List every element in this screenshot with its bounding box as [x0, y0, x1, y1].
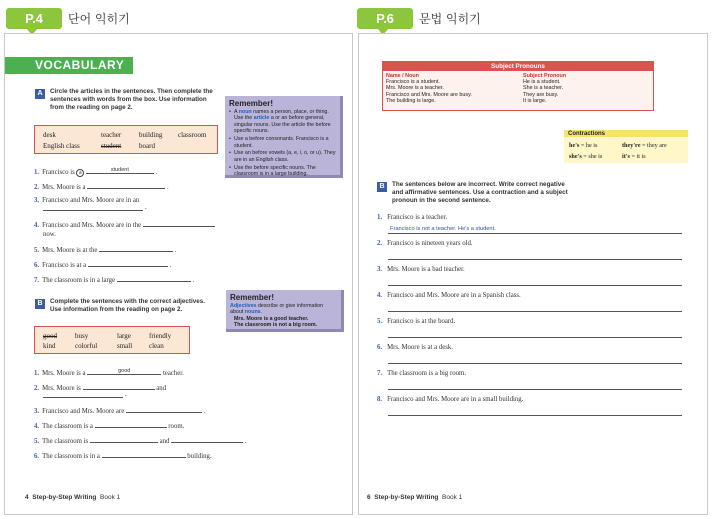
answer-blank[interactable]	[126, 406, 202, 413]
answer-blank[interactable]	[90, 436, 158, 443]
answer-blank[interactable]: good	[87, 368, 161, 375]
answer-blank[interactable]	[143, 220, 215, 227]
answer-line[interactable]	[388, 285, 682, 286]
subject-pronouns-box	[382, 61, 654, 111]
page-badge: P.4	[6, 8, 62, 29]
contraction: they're = they are	[622, 142, 667, 149]
section-badge-b: B	[35, 299, 45, 309]
pronouns-col-nouns: Name / Noun Francisco is a student. Mrs. Moore is a teacher. Francisco and Mrs. Moore are busy. The building is large.	[386, 73, 472, 104]
answer-line[interactable]	[388, 311, 682, 312]
remember-item: • A noun names a person, place, or thing. Use the article a or an before general, singular nouns. Use the article the before specific nouns.	[229, 109, 336, 135]
question-5: 5. Francisco is at the board.	[377, 318, 456, 325]
remember-item: • Use a before consonants. Francisco is a student.	[229, 136, 336, 149]
word: classroom	[178, 131, 207, 139]
question-b2: 2. Mrs. Moore is and	[34, 385, 167, 392]
right-page	[358, 33, 708, 515]
remember-text: Adjectives describe or give information about nouns.	[230, 303, 324, 316]
vocabulary-header: VOCABULARY	[5, 57, 133, 74]
section-b-instructions: The sentences below are incorrect. Write correct negative and affirmative sentences. Use a contraction and a subject pronoun in the second sentence.	[392, 181, 568, 204]
question-b3: 3. Francisco and Mrs. Moore are .	[34, 408, 206, 415]
answer-line[interactable]	[388, 363, 682, 364]
question-a1: 1. Francisco is a student .	[34, 167, 158, 176]
contractions-box	[564, 130, 688, 163]
answer-line[interactable]	[388, 259, 682, 260]
period: .	[145, 204, 147, 211]
question-6: 6. Mrs. Moore is at a desk.	[377, 344, 453, 351]
question-b6: 6. The classroom is in a building.	[34, 453, 212, 460]
word: colorful	[75, 342, 98, 350]
question-b1: 1. Mrs. Moore is a good teacher.	[34, 368, 184, 377]
word: board	[139, 142, 155, 150]
answer-blank[interactable]	[171, 436, 243, 443]
question-7: 7. The classroom is a big room.	[377, 370, 467, 377]
word: English class	[43, 142, 80, 150]
question-a5: 5. Mrs. Moore is at the .	[34, 247, 177, 254]
answer-blank[interactable]	[88, 260, 168, 267]
question-8: 8. Francisco and Mrs. Moore are in a small building.	[377, 396, 524, 403]
question-a4: 4. Francisco and Mrs. Moore are in the	[34, 220, 215, 229]
remember-title: Remember!	[230, 293, 275, 302]
word-crossed: good	[43, 332, 57, 340]
page-title: 문법 익히기	[419, 12, 481, 26]
word: large	[117, 332, 131, 340]
answer-line[interactable]	[388, 415, 682, 416]
question-a7: 7. The classroom is in a large .	[34, 277, 195, 284]
answer-blank[interactable]	[83, 383, 155, 390]
word-crossed: student	[101, 142, 122, 150]
pronouns-title: Subject Pronouns	[383, 62, 653, 71]
page-badge: P.6	[357, 8, 413, 29]
pronouns-col-pronouns: Subject Pronoun He is a student. She is a teacher. They are busy. It is large.	[523, 73, 567, 104]
left-page	[4, 33, 353, 515]
word: building	[139, 131, 163, 139]
question-b4: 4. The classroom is a room.	[34, 423, 185, 430]
question-3: 3. Mrs. Moore is a bad teacher.	[377, 266, 465, 273]
answer-blank[interactable]	[117, 275, 191, 282]
remember-example: Mrs. Moore is a good teacher. The classroom is not a big room.	[234, 315, 317, 329]
page-footer: 4 Step-by-Step Writing Book 1	[25, 494, 121, 501]
word: small	[117, 342, 133, 350]
answer-blank[interactable]	[99, 245, 173, 252]
circled-article: a	[76, 169, 84, 177]
page-title: 단어 익히기	[68, 12, 130, 26]
answer-line[interactable]	[43, 210, 143, 211]
remember-box-1	[225, 96, 343, 178]
remember-box-2	[226, 290, 344, 332]
section-a-instructions: Circle the articles in the sentences. Then complete the sentences with words from the box. Use information from the reading on page 2.	[50, 88, 213, 111]
sample-answer: Francisco is not a teacher. He's a student.	[390, 226, 496, 232]
period: .	[125, 391, 127, 398]
answer-blank[interactable]	[102, 451, 186, 458]
question-a6: 6. Francisco is at a .	[34, 262, 172, 269]
question-4: 4. Francisco and Mrs. Moore are in a Spanish class.	[377, 292, 521, 299]
question-a4-cont: now.	[43, 231, 56, 238]
answer-blank[interactable]	[95, 421, 167, 428]
answer-line[interactable]	[43, 397, 123, 398]
contraction: it's = it is	[622, 153, 646, 160]
word: busy	[75, 332, 89, 340]
word: clean	[149, 342, 164, 350]
remember-title: Remember!	[229, 99, 274, 108]
section-b-instructions: Complete the sentences with the correct adjectives. Use information from the reading on page 2.	[50, 298, 206, 313]
question-2: 2. Francisco is nineteen years old.	[377, 240, 473, 247]
remember-item: • Use the before specific nouns. The classroom is in a large building.	[229, 165, 336, 178]
section-badge-a: A	[35, 89, 45, 99]
word: teacher	[101, 131, 122, 139]
question-a2: 2. Mrs. Moore is a .	[34, 184, 169, 191]
remember-item: • Use an before vowels (a, e, i, o, or u). They are in an English class.	[229, 150, 336, 163]
word: desk	[43, 131, 56, 139]
question-1: 1. Francisco is a teacher.	[377, 214, 448, 221]
contraction: she's = she is	[569, 153, 603, 160]
page-footer: 6 Step-by-Step Writing Book 1	[367, 494, 463, 501]
question-a3: 3. Francisco and Mrs. Moore are in an	[34, 197, 140, 204]
answer-line[interactable]	[388, 337, 682, 338]
question-b5: 5. The classroom is and .	[34, 438, 247, 445]
answer-blank[interactable]: student	[86, 167, 154, 174]
section-badge-b: B	[377, 182, 387, 192]
answer-blank[interactable]	[87, 182, 165, 189]
word-box-b	[34, 326, 190, 354]
word: friendly	[149, 332, 172, 340]
contractions-title: Contractions	[568, 131, 606, 137]
answer-line[interactable]	[388, 389, 682, 390]
word: kind	[43, 342, 56, 350]
answer-line[interactable]	[388, 233, 682, 234]
word-box-a	[34, 125, 218, 154]
contraction: he's = he is	[569, 142, 598, 149]
